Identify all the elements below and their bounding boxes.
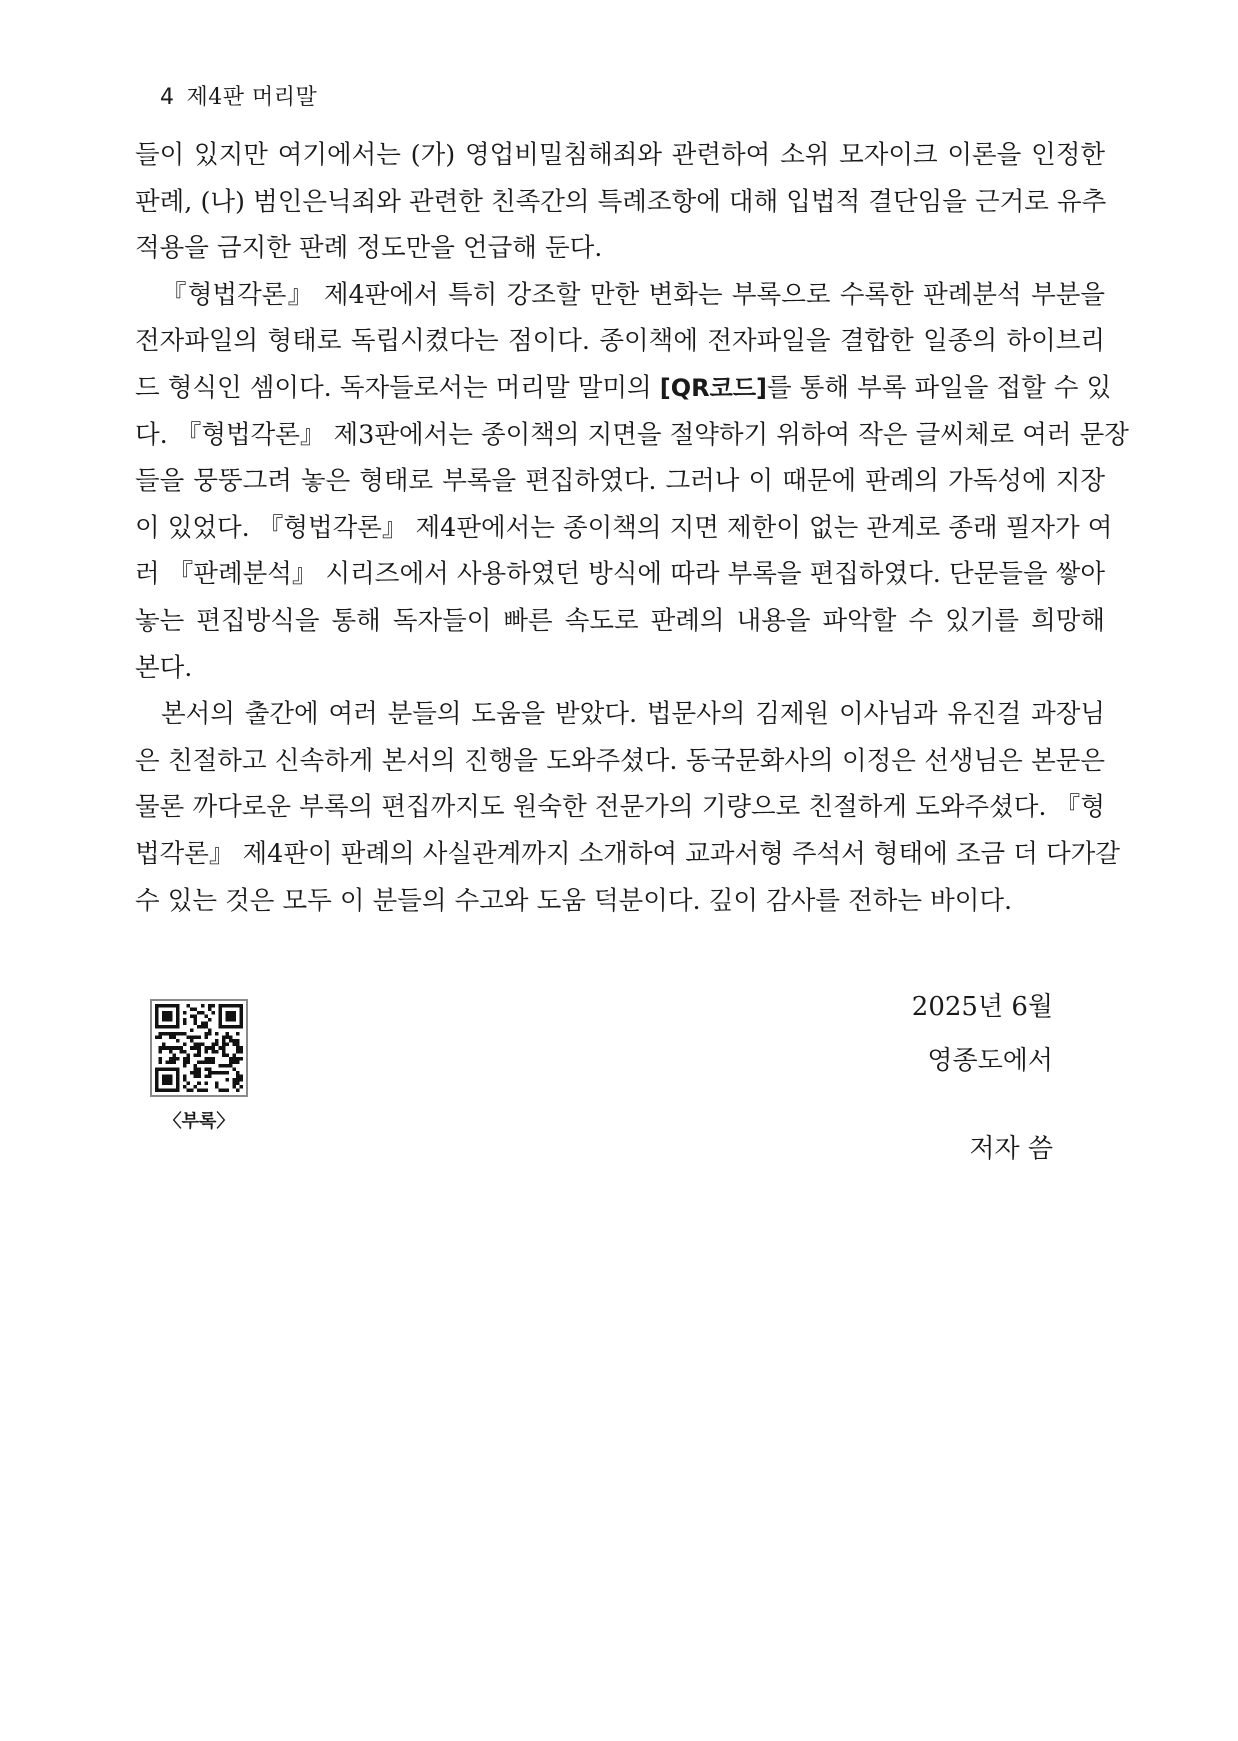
text-line: 수 있는 것은 모두 이 분들의 수고와 도움 덕분이다. 깊이 감사를 전하는 바이다. [135,885,1013,916]
signature-author: 저자 씀 [969,1134,1053,1164]
text-line: 들을 뭉뚱그려 놓은 형태로 부록을 편집하였다. 그러나 이 때문에 판례의 가독성에 지장 [135,466,1105,497]
text-line: 러 『판례분석』 시리즈에서 사용하였던 방식에 따라 부록을 편집하였다. 단문들을 쌓아 [135,559,1105,590]
text-line: 전자파일의 형태로 독립시켰다는 점이다. 종이책에 전자파일을 결합한 일종의 하이브리 [135,326,1105,357]
text-line: 이 있었다. 『형법각론』 제4판에서는 종이책의 지면 제한이 없는 관계로 종래 필자가 여 [135,512,1113,543]
signature-place: 영종도에서 [927,1046,1053,1076]
text-line: 판례, (나) 범인은닉죄와 관련한 친족간의 특례조항에 대해 입법적 결단임을 근거로 유추 [135,186,1107,217]
qr-code-graphic [155,1004,243,1092]
text-line: 다. 『형법각론』 제3판에서는 종이책의 지면을 절약하기 위하여 작은 글씨체로 여러 문장 [135,419,1129,450]
paragraph-1 [135,132,1105,272]
text-segment: 를 통해 부록 파일을 접할 수 있 [766,372,1112,403]
text-line: 법각론』 제4판이 판례의 사실관계까지 소개하여 교과서형 주석서 형태에 조금 더 다가갈 [135,838,1120,869]
page-number: 4 [160,85,175,110]
qr-code-reference: [QR코드] [659,373,767,402]
header-title: 제4판 머리말 [186,85,318,110]
text-line: 물론 까다로운 부록의 편집까지도 원숙한 전문가의 기량으로 친절하게 도와주셨다. 『형 [135,792,1105,823]
signature-date: 2025년 6월 [911,992,1053,1022]
document-body [135,132,1129,924]
text-line: 들이 있지만 여기에서는 (가) 영업비밀침해죄와 관련하여 소위 모자이크 이론을 인정한 [135,140,1105,170]
text-line: 본다. [135,652,193,683]
page-header [160,80,317,111]
text-line-with-qr-ref [135,365,1112,412]
text-line: 본서의 출간에 여러 분들의 도움을 받았다. 법문사의 김제원 이사님과 유진걸 과장님 [161,699,1105,730]
qr-block [150,999,250,1133]
text-line: 적용을 금지한 판례 정도만을 언급해 둔다. [135,233,603,264]
text-line: 『형법각론』 제4판에서 특히 강조할 만한 변화는 부록으로 수록한 판례분석 부분을 [161,279,1105,310]
paragraph-3 [135,691,1120,924]
text-line: 은 친절하고 신속하게 본서의 진행을 도와주셨다. 동국문화사의 이정은 선생님은 본문은 [135,745,1105,776]
qr-code-icon[interactable] [150,999,248,1097]
paragraph-2 [135,272,1129,691]
qr-label: 〈부록〉 [163,1111,235,1132]
text-line: 놓는 편집방식을 통해 독자들이 빠른 속도로 판례의 내용을 파악할 수 있기를 희망해 [135,605,1105,636]
text-segment: 드 형식인 셈이다. 독자들로서는 머리말 말미의 [135,372,660,403]
